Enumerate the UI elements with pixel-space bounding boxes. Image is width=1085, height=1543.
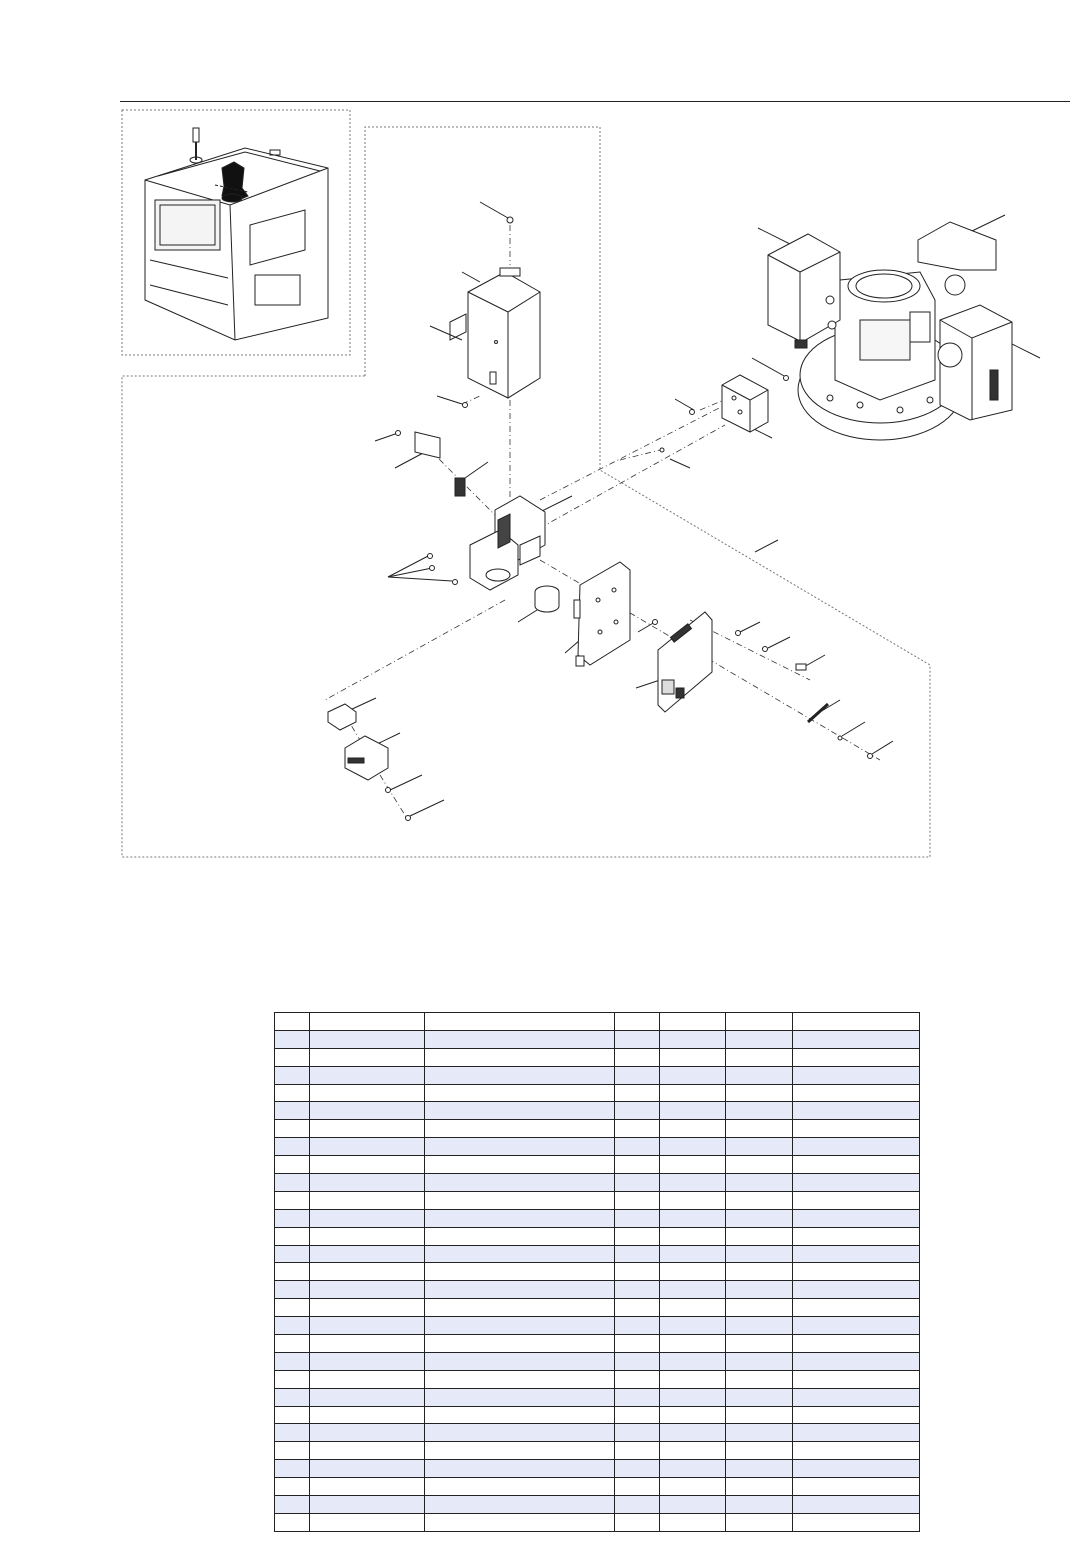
- table-cell: [275, 1048, 310, 1066]
- table-cell: [793, 1191, 920, 1209]
- table-cell: [615, 1227, 660, 1245]
- bracket-plate-part: [574, 562, 658, 666]
- machine-inset: [145, 128, 328, 340]
- table-cell: [660, 1138, 726, 1156]
- table-cell: [660, 1424, 726, 1442]
- table-cell: [615, 1263, 660, 1281]
- table-cell: [615, 1317, 660, 1335]
- table-header-cell: [660, 1013, 726, 1031]
- table-cell: [425, 1138, 615, 1156]
- table-cell: [425, 1209, 615, 1227]
- table-row: [275, 1263, 920, 1281]
- table-cell: [726, 1388, 793, 1406]
- table-cell: [726, 1066, 793, 1084]
- table-cell: [660, 1263, 726, 1281]
- table-cell: [275, 1120, 310, 1138]
- table-cell: [425, 1406, 615, 1424]
- table-header-cell: [793, 1013, 920, 1031]
- table-cell: [425, 1263, 615, 1281]
- table-cell: [310, 1442, 425, 1460]
- table-cell: [660, 1048, 726, 1066]
- table-cell: [275, 1084, 310, 1102]
- table-cell: [275, 1496, 310, 1514]
- table-cell: [275, 1299, 310, 1317]
- table-cell: [615, 1191, 660, 1209]
- table-cell: [310, 1120, 425, 1138]
- table-cell: [615, 1424, 660, 1442]
- table-cell: [615, 1478, 660, 1496]
- table-cell: [425, 1191, 615, 1209]
- table-cell: [310, 1156, 425, 1174]
- table-cell: [310, 1424, 425, 1442]
- box-part: [660, 375, 789, 452]
- table-cell: [275, 1138, 310, 1156]
- table-header-cell: [615, 1013, 660, 1031]
- table-cell: [660, 1513, 726, 1531]
- table-cell: [310, 1263, 425, 1281]
- table-cell: [793, 1048, 920, 1066]
- table-cell: [425, 1174, 615, 1192]
- table-cell: [310, 1138, 425, 1156]
- table-cell: [615, 1048, 660, 1066]
- table-cell: [660, 1478, 726, 1496]
- table-cell: [793, 1388, 920, 1406]
- table-cell: [793, 1156, 920, 1174]
- table-cell: [310, 1030, 425, 1048]
- table-cell: [726, 1084, 793, 1102]
- table-row: [275, 1370, 920, 1388]
- table-cell: [275, 1156, 310, 1174]
- table-cell: [310, 1352, 425, 1370]
- table-cell: [310, 1048, 425, 1066]
- table-cell: [726, 1317, 793, 1335]
- table-cell: [425, 1388, 615, 1406]
- block-part: [328, 704, 411, 821]
- table-cell: [425, 1120, 615, 1138]
- table-cell: [310, 1209, 425, 1227]
- table-cell: [615, 1030, 660, 1048]
- table-cell: [275, 1263, 310, 1281]
- table-cell: [793, 1174, 920, 1192]
- table-cell: [615, 1299, 660, 1317]
- table-cell: [310, 1227, 425, 1245]
- table-cell: [660, 1496, 726, 1514]
- table-cell: [275, 1460, 310, 1478]
- table-cell: [615, 1102, 660, 1120]
- table-cell: [726, 1478, 793, 1496]
- table-row: [275, 1209, 920, 1227]
- table-cell: [793, 1209, 920, 1227]
- table-cell: [660, 1335, 726, 1353]
- table-cell: [425, 1317, 615, 1335]
- table-cell: [726, 1209, 793, 1227]
- table-cell: [660, 1352, 726, 1370]
- table-cell: [275, 1191, 310, 1209]
- table-row: [275, 1317, 920, 1335]
- table-cell: [726, 1227, 793, 1245]
- table-cell: [425, 1352, 615, 1370]
- table-cell: [615, 1138, 660, 1156]
- table-cell: [615, 1281, 660, 1299]
- table-cell: [310, 1460, 425, 1478]
- table-row: [275, 1424, 920, 1442]
- table-cell: [793, 1424, 920, 1442]
- table-cell: [615, 1084, 660, 1102]
- table-cell: [275, 1424, 310, 1442]
- table-row: [275, 1406, 920, 1424]
- table-cell: [275, 1352, 310, 1370]
- rotary-head-assembly: [768, 222, 1012, 440]
- table-row: [275, 1460, 920, 1478]
- table-cell: [726, 1424, 793, 1442]
- table-row: [275, 1352, 920, 1370]
- table-cell: [275, 1317, 310, 1335]
- table-row: [275, 1174, 920, 1192]
- table-row: [275, 1442, 920, 1460]
- table-cell: [726, 1263, 793, 1281]
- table-cell: [726, 1281, 793, 1299]
- table-cell: [793, 1460, 920, 1478]
- table-cell: [726, 1245, 793, 1263]
- table-cell: [793, 1084, 920, 1102]
- table-cell: [310, 1084, 425, 1102]
- table-cell: [310, 1102, 425, 1120]
- table-cell: [615, 1370, 660, 1388]
- table-cell: [310, 1370, 425, 1388]
- table-cell: [793, 1281, 920, 1299]
- table-cell: [615, 1496, 660, 1514]
- table-cell: [310, 1317, 425, 1335]
- table-cell: [726, 1496, 793, 1514]
- table-row: [275, 1191, 920, 1209]
- table-cell: [615, 1406, 660, 1424]
- table-row: [275, 1030, 920, 1048]
- table-cell: [793, 1120, 920, 1138]
- table-cell: [726, 1406, 793, 1424]
- table-row: [275, 1120, 920, 1138]
- table-cell: [660, 1281, 726, 1299]
- table-cell: [275, 1030, 310, 1048]
- table-row: [275, 1227, 920, 1245]
- table-cell: [726, 1191, 793, 1209]
- table-cell: [425, 1478, 615, 1496]
- table-cell: [726, 1120, 793, 1138]
- table-row: [275, 1066, 920, 1084]
- table-cell: [615, 1156, 660, 1174]
- cover-part: [450, 217, 540, 408]
- table-cell: [425, 1281, 615, 1299]
- table-cell: [425, 1156, 615, 1174]
- table-cell: [425, 1496, 615, 1514]
- leader-lines: [350, 202, 1040, 816]
- table-cell: [726, 1335, 793, 1353]
- table-cell: [726, 1513, 793, 1531]
- table-cell: [660, 1406, 726, 1424]
- table-cell: [425, 1245, 615, 1263]
- table-cell: [726, 1442, 793, 1460]
- table-cell: [726, 1048, 793, 1066]
- table-cell: [726, 1299, 793, 1317]
- table-cell: [793, 1352, 920, 1370]
- table-cell: [425, 1424, 615, 1442]
- table-row: [275, 1102, 920, 1120]
- table-cell: [310, 1066, 425, 1084]
- table-cell: [310, 1335, 425, 1353]
- table-cell: [660, 1442, 726, 1460]
- table-cell: [310, 1191, 425, 1209]
- table-cell: [310, 1388, 425, 1406]
- table-cell: [660, 1156, 726, 1174]
- table-cell: [310, 1478, 425, 1496]
- table-cell: [275, 1370, 310, 1388]
- table-cell: [726, 1174, 793, 1192]
- table-cell: [660, 1227, 726, 1245]
- table-header-cell: [310, 1013, 425, 1031]
- collar-part: [535, 586, 559, 612]
- table-cell: [793, 1406, 920, 1424]
- table-cell: [793, 1317, 920, 1335]
- camera-head-part: [396, 431, 546, 591]
- table-cell: [310, 1281, 425, 1299]
- table-cell: [660, 1066, 726, 1084]
- circuit-board-part: [658, 612, 712, 712]
- table-cell: [726, 1370, 793, 1388]
- table-cell: [425, 1513, 615, 1531]
- table-cell: [425, 1030, 615, 1048]
- table-cell: [275, 1388, 310, 1406]
- parts-list-table: [274, 1012, 920, 1532]
- table-cell: [275, 1513, 310, 1531]
- table-cell: [275, 1442, 310, 1460]
- table-header-cell: [726, 1013, 793, 1031]
- table-cell: [275, 1335, 310, 1353]
- table-cell: [425, 1442, 615, 1460]
- table-cell: [275, 1227, 310, 1245]
- table-cell: [425, 1460, 615, 1478]
- table-cell: [615, 1442, 660, 1460]
- table-row: [275, 1335, 920, 1353]
- table-header-row: [275, 1013, 920, 1031]
- table-cell: [793, 1102, 920, 1120]
- table-cell: [425, 1066, 615, 1084]
- table-cell: [660, 1191, 726, 1209]
- table-cell: [660, 1174, 726, 1192]
- table-cell: [275, 1174, 310, 1192]
- table-cell: [793, 1227, 920, 1245]
- table-cell: [615, 1209, 660, 1227]
- table-cell: [726, 1102, 793, 1120]
- table-cell: [660, 1102, 726, 1120]
- table-cell: [310, 1174, 425, 1192]
- table-cell: [660, 1209, 726, 1227]
- table-cell: [793, 1442, 920, 1460]
- table-cell: [660, 1370, 726, 1388]
- table-cell: [310, 1513, 425, 1531]
- table-cell: [425, 1084, 615, 1102]
- table-cell: [615, 1513, 660, 1531]
- table-cell: [310, 1406, 425, 1424]
- table-cell: [615, 1388, 660, 1406]
- table-row: [275, 1478, 920, 1496]
- table-cell: [793, 1496, 920, 1514]
- table-cell: [660, 1299, 726, 1317]
- table-cell: [793, 1066, 920, 1084]
- table-cell: [275, 1406, 310, 1424]
- table-row: [275, 1084, 920, 1102]
- table-cell: [425, 1048, 615, 1066]
- table-cell: [793, 1370, 920, 1388]
- table-cell: [275, 1102, 310, 1120]
- table-cell: [660, 1460, 726, 1478]
- table-cell: [275, 1281, 310, 1299]
- table-row: [275, 1388, 920, 1406]
- table-cell: [275, 1066, 310, 1084]
- table-row: [275, 1513, 920, 1531]
- table-cell: [793, 1513, 920, 1531]
- table-cell: [660, 1084, 726, 1102]
- table-cell: [660, 1245, 726, 1263]
- table-cell: [310, 1245, 425, 1263]
- table-cell: [660, 1120, 726, 1138]
- table-cell: [793, 1138, 920, 1156]
- table-cell: [275, 1209, 310, 1227]
- table-row: [275, 1281, 920, 1299]
- table-cell: [425, 1370, 615, 1388]
- table-cell: [660, 1388, 726, 1406]
- table-cell: [726, 1460, 793, 1478]
- table-cell: [425, 1299, 615, 1317]
- table-cell: [275, 1478, 310, 1496]
- table-header-cell: [275, 1013, 310, 1031]
- table-row: [275, 1496, 920, 1514]
- table-cell: [726, 1030, 793, 1048]
- fasteners-right: [736, 631, 873, 759]
- table-cell: [793, 1335, 920, 1353]
- table-cell: [660, 1317, 726, 1335]
- table-cell: [793, 1030, 920, 1048]
- table-row: [275, 1048, 920, 1066]
- table-cell: [615, 1352, 660, 1370]
- table-header-cell: [425, 1013, 615, 1031]
- table-cell: [793, 1263, 920, 1281]
- table-cell: [615, 1066, 660, 1084]
- table-row: [275, 1299, 920, 1317]
- table-row: [275, 1138, 920, 1156]
- parts-table-body: [275, 1013, 920, 1532]
- table-cell: [726, 1156, 793, 1174]
- table-cell: [615, 1245, 660, 1263]
- table-cell: [793, 1245, 920, 1263]
- table-cell: [615, 1460, 660, 1478]
- table-cell: [615, 1335, 660, 1353]
- table-cell: [615, 1120, 660, 1138]
- table-cell: [425, 1227, 615, 1245]
- table-row: [275, 1245, 920, 1263]
- table-cell: [726, 1352, 793, 1370]
- table-cell: [425, 1102, 615, 1120]
- table-cell: [425, 1335, 615, 1353]
- table-cell: [615, 1174, 660, 1192]
- table-cell: [793, 1478, 920, 1496]
- table-cell: [726, 1138, 793, 1156]
- table-cell: [275, 1245, 310, 1263]
- table-cell: [310, 1299, 425, 1317]
- table-cell: [660, 1030, 726, 1048]
- table-cell: [310, 1496, 425, 1514]
- table-cell: [793, 1299, 920, 1317]
- table-row: [275, 1156, 920, 1174]
